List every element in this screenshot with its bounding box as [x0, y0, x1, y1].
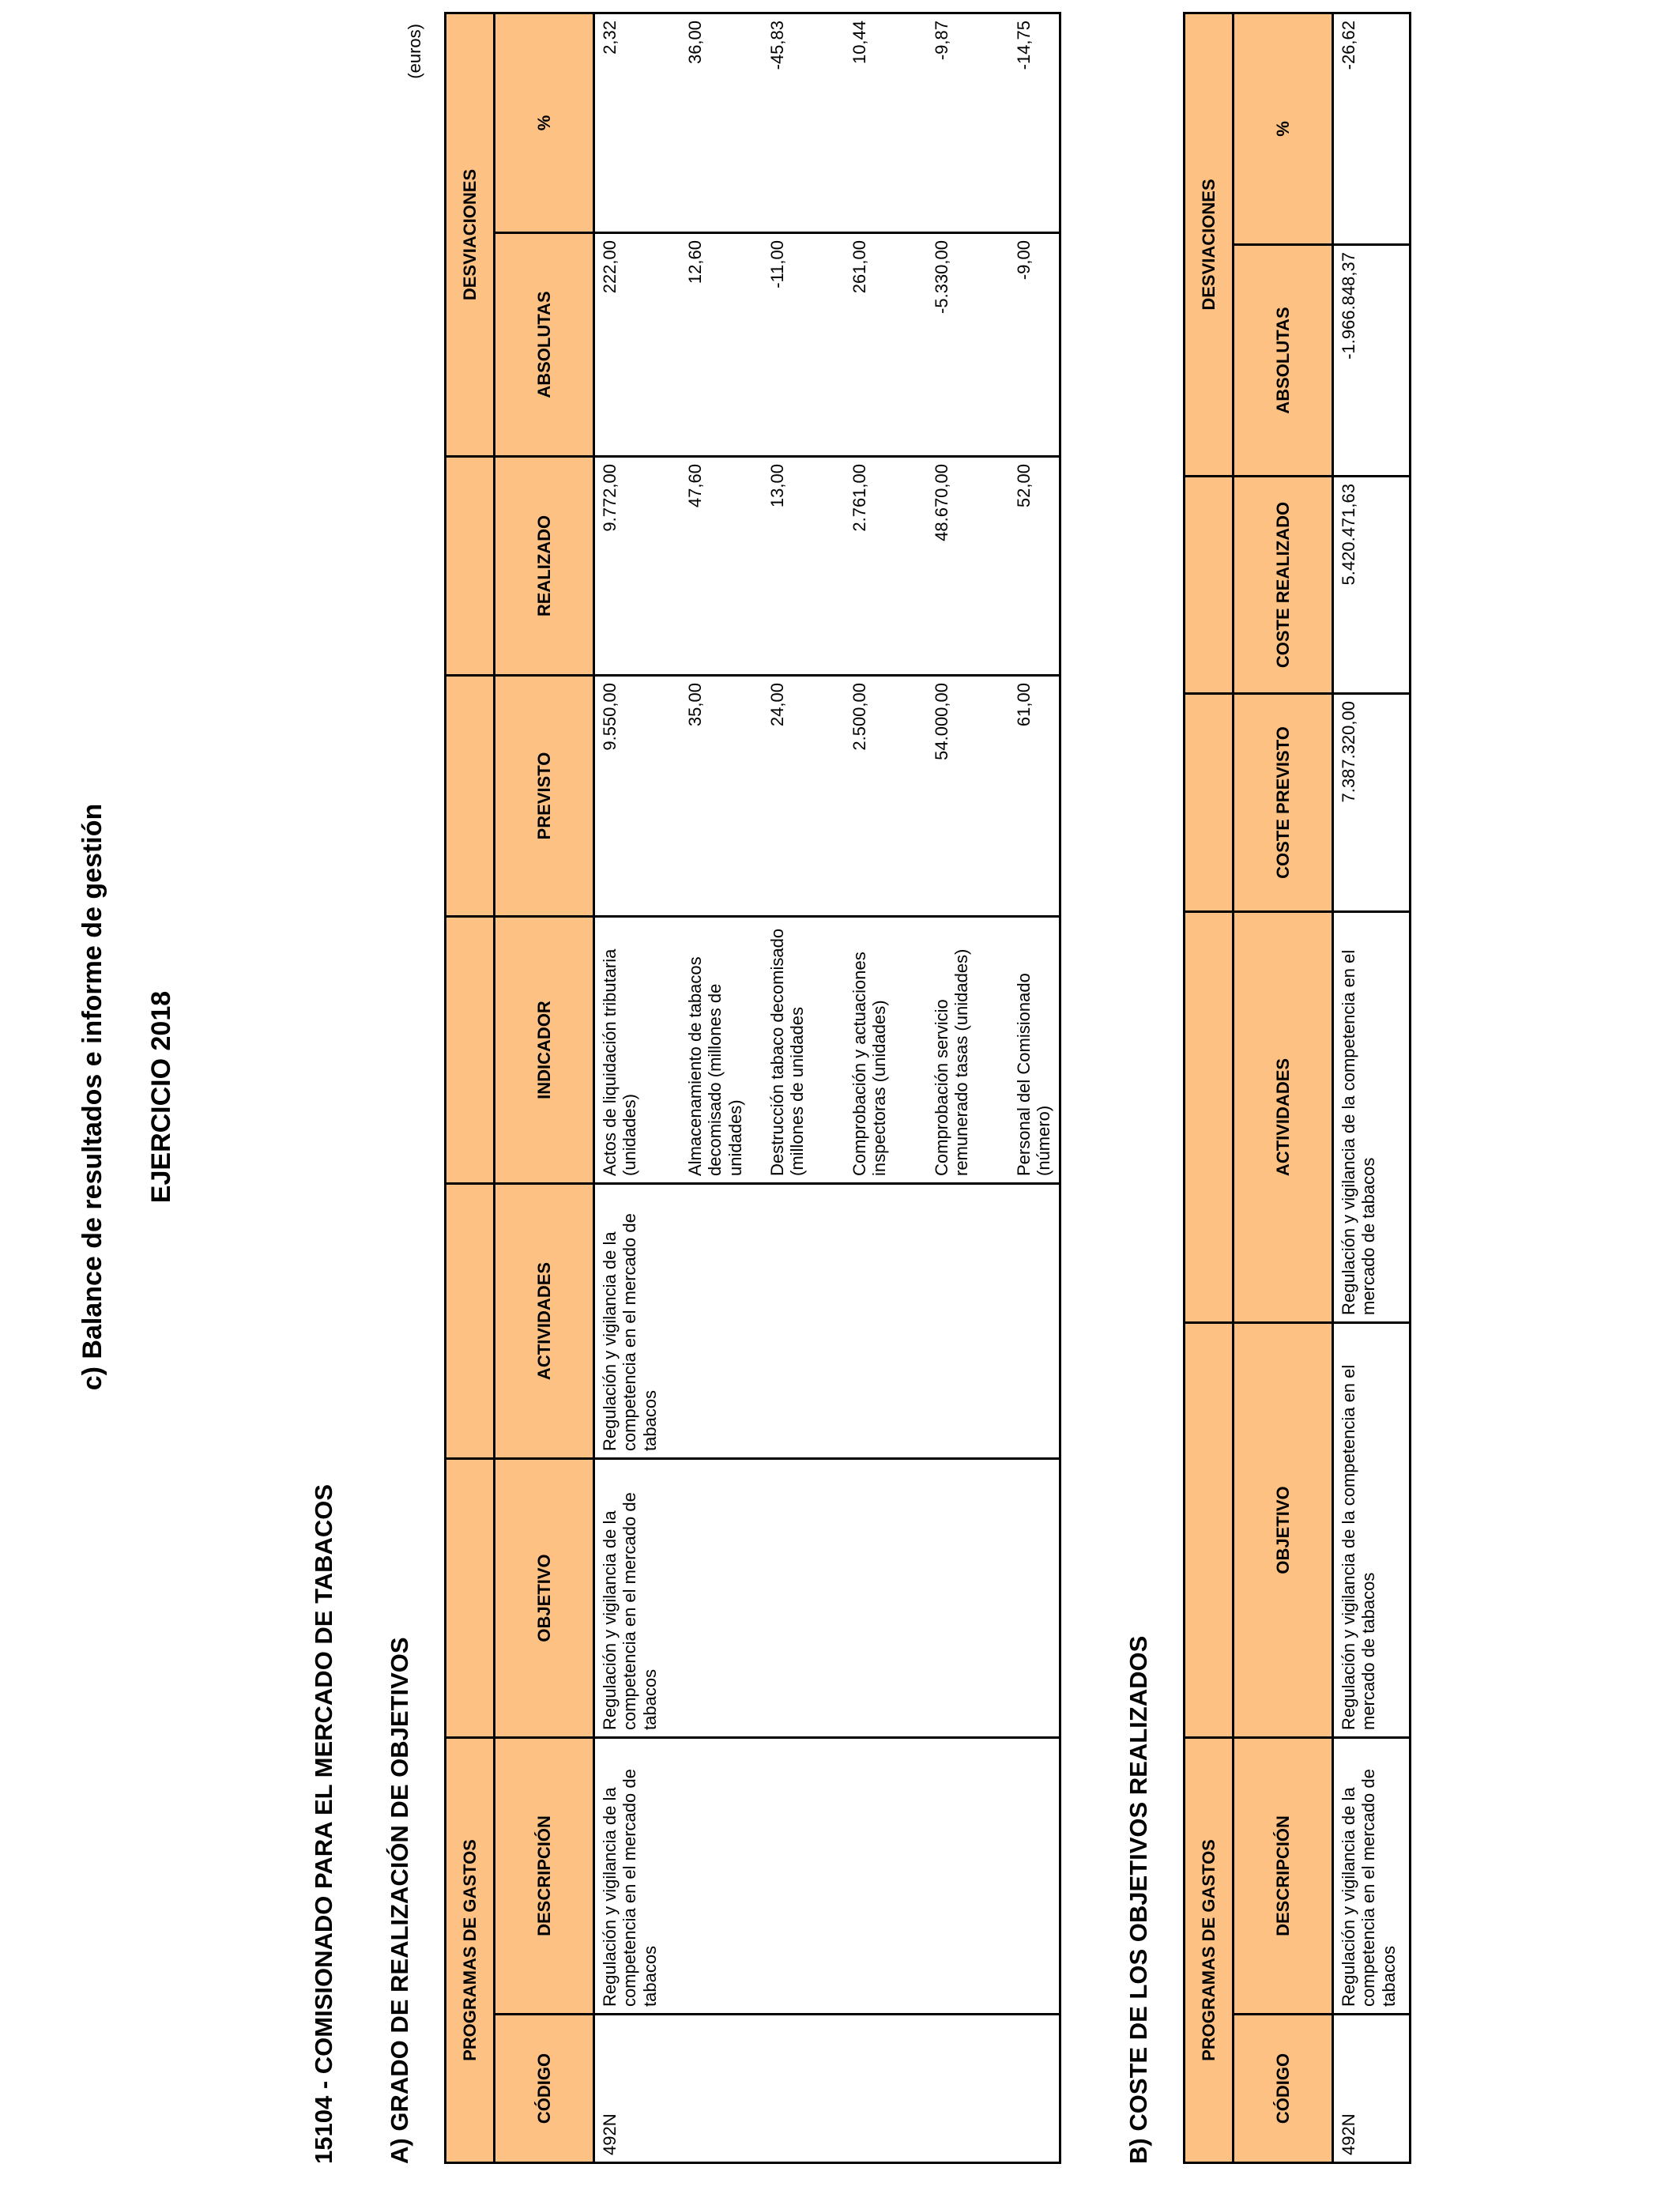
absolute-value: 222,00 — [600, 240, 620, 294]
blank-header — [446, 1184, 495, 1459]
realized-value: 2.761,00 — [849, 464, 869, 532]
units-label: (euros) — [405, 24, 424, 79]
deviations-group-header: DESVIACIONES — [1185, 13, 1234, 476]
percent-header: % — [1234, 13, 1333, 244]
absolute-value: -5.330,00 — [932, 240, 951, 314]
objective-header: OBJETIVO — [1234, 1323, 1333, 1738]
absolute-cell: -1.966.848,37 — [1333, 245, 1411, 477]
deviations-group-header: DESVIACIONES — [446, 13, 495, 456]
blank-header — [1185, 694, 1234, 912]
planned-value: 9.550,00 — [600, 683, 620, 751]
indicator-text: Comprobación y actuaciones inspectoras (unidades) — [849, 952, 890, 1176]
percent-value: 2,32 — [600, 20, 620, 55]
blank-header — [1185, 1323, 1234, 1738]
realized-value: 48.670,00 — [932, 464, 951, 541]
code-cell: 492N — [1333, 2015, 1411, 2163]
absolute-header: ABSOLUTAS — [1234, 245, 1333, 477]
percent-cell — [594, 13, 1060, 232]
planned-value: 54.000,00 — [932, 683, 951, 760]
realized-cost-header: COSTE REALIZADO — [1234, 477, 1333, 694]
realized-value: 52,00 — [1014, 464, 1034, 508]
planned-value: 2.500,00 — [849, 683, 869, 751]
indicator-text: Actos de liquidación tributaria (unidades) — [600, 948, 640, 1176]
code-header: CÓDIGO — [495, 2015, 594, 2163]
description-header: DESCRIPCIÓN — [495, 1738, 594, 2015]
absolute-value: 261,00 — [849, 240, 869, 294]
objective-header: OBJETIVO — [495, 1459, 594, 1738]
absolute-value: -11,00 — [767, 240, 787, 288]
entity-heading: 15104 - COMISIONADO PARA EL MERCADO DE TABACOS — [310, 1483, 337, 2164]
percent-value: -45,83 — [767, 20, 787, 70]
absolute-cell — [594, 233, 1060, 457]
percent-value: 36,00 — [685, 20, 705, 65]
indicator-header: INDICADOR — [495, 917, 594, 1184]
costs-table — [1183, 12, 1411, 2164]
activities-cell: Regulación y vigilancia de la competencia en el mercado de tabacos — [594, 1184, 1060, 1459]
realized-value: 9.772,00 — [600, 464, 620, 532]
code-cell: 492N — [594, 2015, 1060, 2163]
table-a-heading: A) GRADO DE REALIZACIÓN DE OBJETIVOS — [386, 1637, 413, 2164]
percent-header: % — [495, 13, 594, 232]
blank-header — [446, 917, 495, 1184]
percent-cell: -26,62 — [1333, 13, 1411, 244]
blank-header — [446, 1459, 495, 1738]
table-row — [1333, 13, 1411, 2162]
description-cell: Regulación y vigilancia de la competencia en el mercado de tabacos — [594, 1738, 1060, 2015]
realized-cost-cell: 5.420.471,63 — [1333, 477, 1411, 694]
blank-header — [1185, 477, 1234, 694]
absolute-value: 12,60 — [685, 240, 705, 285]
description-cell: Regulación y vigilancia de la competencia en el mercado de tabacos — [1333, 1738, 1411, 2015]
objectives-table — [444, 12, 1061, 2164]
planned-value: 35,00 — [685, 683, 705, 727]
objective-cell: Regulación y vigilancia de la competencia en el mercado de tabacos — [594, 1459, 1060, 1738]
activities-header: ACTIVIDADES — [495, 1184, 594, 1459]
blank-header — [446, 676, 495, 917]
absolute-value: -9,00 — [1014, 240, 1034, 281]
section-title: c) Balance de resultados e informe de gestión — [77, 803, 107, 1391]
planned-value: 24,00 — [767, 683, 787, 727]
description-header: DESCRIPCIÓN — [1234, 1738, 1333, 2015]
planned-cost-header: COSTE PREVISTO — [1234, 694, 1333, 912]
realized-value: 13,00 — [767, 464, 787, 508]
objective-cell: Regulación y vigilancia de la competencia en el mercado de tabacos — [1333, 1323, 1411, 1738]
planned-value: 61,00 — [1014, 683, 1034, 727]
realized-value: 47,60 — [685, 464, 705, 508]
absolute-header: ABSOLUTAS — [495, 233, 594, 457]
realized-header: REALIZADO — [495, 457, 594, 676]
programs-group-header: PROGRAMAS DE GASTOS — [446, 1738, 495, 2163]
table-b-heading: B) COSTE DE LOS OBJETIVOS REALIZADOS — [1124, 1635, 1152, 2164]
year-title: EJERCICIO 2018 — [146, 990, 176, 1204]
programs-group-header: PROGRAMAS DE GASTOS — [1185, 1738, 1234, 2163]
indicator-text: Personal del Comisionado (número) — [1014, 973, 1054, 1176]
blank-header — [446, 457, 495, 676]
indicator-text: Destrucción tabaco decomisado (millones de unidades — [767, 928, 808, 1176]
activities-header: ACTIVIDADES — [1234, 912, 1333, 1323]
indicator-cell — [594, 917, 1060, 1184]
percent-value: -14,75 — [1014, 20, 1034, 70]
planned-cost-cell: 7.387.320,00 — [1333, 694, 1411, 912]
indicator-text: Comprobación servicio remunerado tasas (unidades) — [932, 948, 972, 1176]
planned-header: PREVISTO — [495, 676, 594, 917]
realized-cell — [594, 457, 1060, 676]
blank-header — [1185, 912, 1234, 1323]
table-row — [594, 13, 1060, 2162]
percent-value: 10,44 — [849, 20, 869, 65]
activities-cell: Regulación y vigilancia de la competencia en el mercado de tabacos — [1333, 912, 1411, 1323]
planned-cell — [594, 676, 1060, 917]
percent-value: -9,87 — [932, 20, 951, 61]
indicator-text: Almacenamiento de tabacos decomisado (millones de unidades) — [685, 956, 745, 1176]
code-header: CÓDIGO — [1234, 2015, 1333, 2163]
